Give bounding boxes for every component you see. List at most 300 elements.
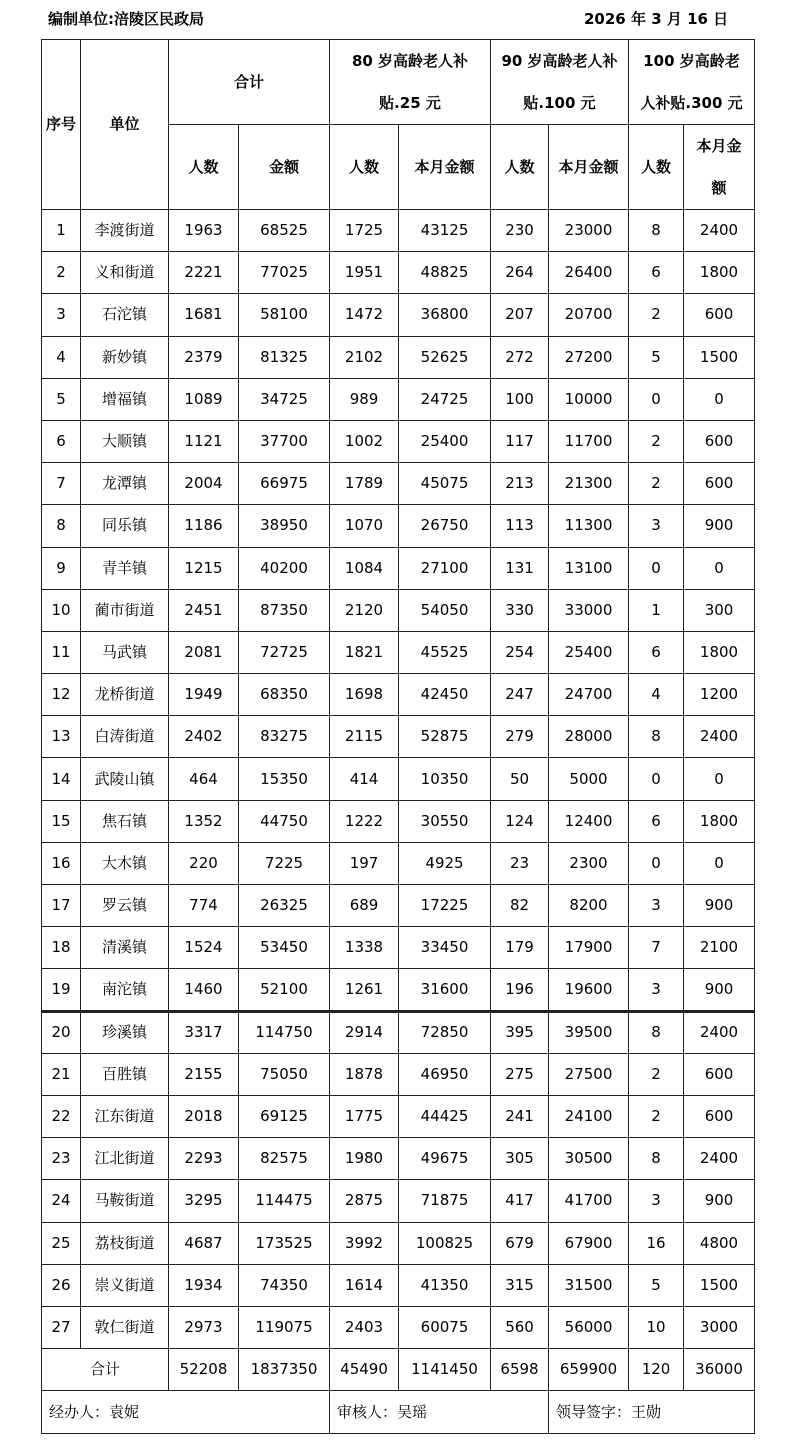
table-cell: 1775 — [330, 1095, 399, 1137]
unit-name-cell: 江北街道 — [81, 1138, 169, 1180]
table-cell: 1698 — [330, 674, 399, 716]
table-row — [42, 842, 755, 884]
table-cell: 1614 — [330, 1264, 399, 1306]
table-cell: 1500 — [684, 1264, 755, 1306]
seq-cell: 19 — [42, 969, 81, 1011]
table-row — [42, 1053, 755, 1095]
table-cell: 26750 — [399, 505, 491, 547]
table-cell: 114475 — [239, 1180, 330, 1222]
table-cell: 33000 — [549, 589, 629, 631]
table-cell: 17900 — [549, 927, 629, 969]
table-cell: 1949 — [169, 674, 239, 716]
table-cell: 264 — [491, 252, 549, 294]
table-row — [42, 210, 755, 252]
table-cell: 1800 — [684, 631, 755, 673]
total-cell: 1837350 — [239, 1349, 330, 1391]
table-cell: 23000 — [549, 210, 629, 252]
table-cell: 600 — [684, 463, 755, 505]
table-cell: 1472 — [330, 294, 399, 336]
table-cell: 1084 — [330, 547, 399, 589]
table-cell: 3 — [629, 885, 684, 927]
table-cell: 48825 — [399, 252, 491, 294]
table-cell: 1222 — [330, 800, 399, 842]
table-cell: 279 — [491, 716, 549, 758]
table-cell: 2 — [629, 420, 684, 462]
seq-cell: 26 — [42, 1264, 81, 1306]
table-cell: 2402 — [169, 716, 239, 758]
table-cell: 230 — [491, 210, 549, 252]
table-row — [42, 463, 755, 505]
table-cell: 74350 — [239, 1264, 330, 1306]
seq-cell: 18 — [42, 927, 81, 969]
unit-name-cell: 蔺市街道 — [81, 589, 169, 631]
table-cell: 124 — [491, 800, 549, 842]
unit-name-cell: 罗云镇 — [81, 885, 169, 927]
unit-name-cell: 珍溪镇 — [81, 1011, 169, 1053]
unit-name-cell: 龙桥街道 — [81, 674, 169, 716]
header-100-amount: 本月金额 — [684, 125, 755, 210]
table-cell: 31500 — [549, 1264, 629, 1306]
table-cell: 213 — [491, 463, 549, 505]
table-cell: 0 — [629, 842, 684, 884]
table-cell: 52875 — [399, 716, 491, 758]
table-cell: 87350 — [239, 589, 330, 631]
table-cell: 1951 — [330, 252, 399, 294]
seq-cell: 3 — [42, 294, 81, 336]
table-cell: 60075 — [399, 1306, 491, 1348]
table-cell: 43125 — [399, 210, 491, 252]
table-cell: 2102 — [330, 336, 399, 378]
table-cell: 2403 — [330, 1306, 399, 1348]
table-cell: 3295 — [169, 1180, 239, 1222]
table-cell: 1800 — [684, 800, 755, 842]
unit-name-cell: 增福镇 — [81, 378, 169, 420]
unit-name-cell: 江东街道 — [81, 1095, 169, 1137]
unit-name-cell: 敦仁街道 — [81, 1306, 169, 1348]
table-row — [42, 716, 755, 758]
table-cell: 0 — [684, 842, 755, 884]
table-cell: 1524 — [169, 927, 239, 969]
unit-name-cell: 石沱镇 — [81, 294, 169, 336]
table-cell: 600 — [684, 294, 755, 336]
table-cell: 27500 — [549, 1053, 629, 1095]
table-cell: 3 — [629, 969, 684, 1011]
table-cell: 330 — [491, 589, 549, 631]
table-cell: 1352 — [169, 800, 239, 842]
header-total-amount: 金额 — [239, 125, 330, 210]
table-cell: 13100 — [549, 547, 629, 589]
seq-cell: 21 — [42, 1053, 81, 1095]
table-cell: 71875 — [399, 1180, 491, 1222]
table-cell: 42450 — [399, 674, 491, 716]
table-cell: 66975 — [239, 463, 330, 505]
table-cell: 173525 — [239, 1222, 330, 1264]
table-cell: 900 — [684, 1180, 755, 1222]
table-cell: 67900 — [549, 1222, 629, 1264]
table-cell: 27200 — [549, 336, 629, 378]
unit-name-cell: 义和街道 — [81, 252, 169, 294]
table-cell: 11700 — [549, 420, 629, 462]
header-90-amount: 本月金额 — [549, 125, 629, 210]
unit-name-cell: 崇义街道 — [81, 1264, 169, 1306]
table-cell: 24100 — [549, 1095, 629, 1137]
table-cell: 17225 — [399, 885, 491, 927]
table-cell: 1070 — [330, 505, 399, 547]
total-cell: 120 — [629, 1349, 684, 1391]
table-cell: 220 — [169, 842, 239, 884]
table-cell: 417 — [491, 1180, 549, 1222]
table-cell: 2004 — [169, 463, 239, 505]
table-cell: 5 — [629, 1264, 684, 1306]
table-cell: 2221 — [169, 252, 239, 294]
table-row — [42, 631, 755, 673]
table-cell: 82 — [491, 885, 549, 927]
table-cell: 2 — [629, 1053, 684, 1095]
table-cell: 3 — [629, 505, 684, 547]
table-cell: 72850 — [399, 1011, 491, 1053]
table-cell: 24700 — [549, 674, 629, 716]
table-cell: 1 — [629, 589, 684, 631]
table-cell: 10 — [629, 1306, 684, 1348]
header-80-people: 人数 — [330, 125, 399, 210]
table-cell: 2400 — [684, 210, 755, 252]
seq-cell: 24 — [42, 1180, 81, 1222]
total-row — [42, 1349, 755, 1391]
table-cell: 1261 — [330, 969, 399, 1011]
subsidy-table — [41, 39, 755, 1434]
table-cell: 2120 — [330, 589, 399, 631]
table-cell: 464 — [169, 758, 239, 800]
table-cell: 600 — [684, 1053, 755, 1095]
unit-name-cell: 大木镇 — [81, 842, 169, 884]
total-cell: 6598 — [491, 1349, 549, 1391]
table-cell: 4925 — [399, 842, 491, 884]
total-cell: 45490 — [330, 1349, 399, 1391]
table-cell: 113 — [491, 505, 549, 547]
table-cell: 1800 — [684, 252, 755, 294]
seq-cell: 27 — [42, 1306, 81, 1348]
table-cell: 49675 — [399, 1138, 491, 1180]
seq-cell: 22 — [42, 1095, 81, 1137]
table-cell: 10000 — [549, 378, 629, 420]
table-cell: 2451 — [169, 589, 239, 631]
table-cell: 5000 — [549, 758, 629, 800]
table-cell: 2875 — [330, 1180, 399, 1222]
table-cell: 30500 — [549, 1138, 629, 1180]
seq-cell: 8 — [42, 505, 81, 547]
table-cell: 2018 — [169, 1095, 239, 1137]
seq-cell: 16 — [42, 842, 81, 884]
header-80-amount: 本月金额 — [399, 125, 491, 210]
table-cell: 8200 — [549, 885, 629, 927]
seq-cell: 4 — [42, 336, 81, 378]
table-cell: 37700 — [239, 420, 330, 462]
table-cell: 83275 — [239, 716, 330, 758]
table-cell: 0 — [629, 378, 684, 420]
table-cell: 2400 — [684, 1138, 755, 1180]
table-cell: 7 — [629, 927, 684, 969]
table-cell: 41700 — [549, 1180, 629, 1222]
table-cell: 1878 — [330, 1053, 399, 1095]
table-cell: 10350 — [399, 758, 491, 800]
table-cell: 2300 — [549, 842, 629, 884]
table-cell: 2400 — [684, 1011, 755, 1053]
compiling-unit: 编制单位:涪陵区民政局 — [48, 10, 204, 28]
table-cell: 33450 — [399, 927, 491, 969]
seq-cell: 15 — [42, 800, 81, 842]
table-cell: 114750 — [239, 1011, 330, 1053]
seq-cell: 10 — [42, 589, 81, 631]
table-cell: 69125 — [239, 1095, 330, 1137]
table-cell: 27100 — [399, 547, 491, 589]
seq-cell: 12 — [42, 674, 81, 716]
table-cell: 53450 — [239, 927, 330, 969]
header-group-total: 合计 — [169, 40, 330, 125]
table-cell: 774 — [169, 885, 239, 927]
table-cell: 0 — [629, 758, 684, 800]
seq-cell: 9 — [42, 547, 81, 589]
table-cell: 3317 — [169, 1011, 239, 1053]
table-cell: 68350 — [239, 674, 330, 716]
table-cell: 58100 — [239, 294, 330, 336]
table-cell: 2 — [629, 294, 684, 336]
table-cell: 20700 — [549, 294, 629, 336]
header-group-90: 90 岁高龄老人补贴.100 元 — [491, 40, 629, 125]
table-cell: 21300 — [549, 463, 629, 505]
table-cell: 131 — [491, 547, 549, 589]
table-cell: 395 — [491, 1011, 549, 1053]
table-cell: 44750 — [239, 800, 330, 842]
table-cell: 0 — [629, 547, 684, 589]
table-cell: 2400 — [684, 716, 755, 758]
table-row — [42, 420, 755, 462]
table-cell: 34725 — [239, 378, 330, 420]
table-cell: 1963 — [169, 210, 239, 252]
table-cell: 56000 — [549, 1306, 629, 1348]
seq-cell: 5 — [42, 378, 81, 420]
table-cell: 1121 — [169, 420, 239, 462]
table-cell: 600 — [684, 420, 755, 462]
table-cell: 2155 — [169, 1053, 239, 1095]
table-cell: 8 — [629, 1138, 684, 1180]
table-cell: 197 — [330, 842, 399, 884]
table-cell: 11300 — [549, 505, 629, 547]
table-cell: 196 — [491, 969, 549, 1011]
table-row — [42, 1011, 755, 1053]
table-cell: 119075 — [239, 1306, 330, 1348]
table-cell: 39500 — [549, 1011, 629, 1053]
table-cell: 2081 — [169, 631, 239, 673]
table-row — [42, 1264, 755, 1306]
table-cell: 900 — [684, 505, 755, 547]
table-cell: 3000 — [684, 1306, 755, 1348]
table-cell: 6 — [629, 252, 684, 294]
table-cell: 300 — [684, 589, 755, 631]
table-cell: 40200 — [239, 547, 330, 589]
table-cell: 600 — [684, 1095, 755, 1137]
reviewer-signature: 审核人：吴瑶 — [330, 1391, 549, 1434]
table-row — [42, 1306, 755, 1348]
seq-cell: 14 — [42, 758, 81, 800]
unit-name-cell: 荔枝街道 — [81, 1222, 169, 1264]
table-row — [42, 885, 755, 927]
unit-name-cell: 白涛街道 — [81, 716, 169, 758]
table-cell: 46950 — [399, 1053, 491, 1095]
table-cell: 1338 — [330, 927, 399, 969]
unit-name-cell: 清溪镇 — [81, 927, 169, 969]
table-cell: 2293 — [169, 1138, 239, 1180]
table-cell: 0 — [684, 547, 755, 589]
table-row — [42, 1180, 755, 1222]
table-cell: 72725 — [239, 631, 330, 673]
header-group-80: 80 岁高龄老人补贴.25 元 — [330, 40, 491, 125]
table-cell: 305 — [491, 1138, 549, 1180]
table-cell: 26325 — [239, 885, 330, 927]
table-cell: 23 — [491, 842, 549, 884]
table-cell: 24725 — [399, 378, 491, 420]
total-label: 合计 — [42, 1349, 169, 1391]
table-cell: 52100 — [239, 969, 330, 1011]
table-cell: 54050 — [399, 589, 491, 631]
table-cell: 2 — [629, 1095, 684, 1137]
table-cell: 16 — [629, 1222, 684, 1264]
table-row — [42, 505, 755, 547]
header-unit: 单位 — [81, 40, 169, 210]
table-cell: 7225 — [239, 842, 330, 884]
total-cell: 36000 — [684, 1349, 755, 1391]
table-cell: 1725 — [330, 210, 399, 252]
unit-name-cell: 新妙镇 — [81, 336, 169, 378]
table-row — [42, 1095, 755, 1137]
table-cell: 100825 — [399, 1222, 491, 1264]
table-cell: 36800 — [399, 294, 491, 336]
table-cell: 31600 — [399, 969, 491, 1011]
table-cell: 68525 — [239, 210, 330, 252]
table-cell: 272 — [491, 336, 549, 378]
table-row — [42, 674, 755, 716]
unit-name-cell: 南沱镇 — [81, 969, 169, 1011]
unit-name-cell: 马武镇 — [81, 631, 169, 673]
table-cell: 1681 — [169, 294, 239, 336]
table-cell: 26400 — [549, 252, 629, 294]
table-cell: 30550 — [399, 800, 491, 842]
table-cell: 100 — [491, 378, 549, 420]
table-cell: 1980 — [330, 1138, 399, 1180]
header-group-100: 100 岁高龄老人补贴.300 元 — [629, 40, 755, 125]
total-cell: 52208 — [169, 1349, 239, 1391]
table-cell: 1002 — [330, 420, 399, 462]
report-date: 2026 年 3 月 16 日 — [584, 10, 729, 28]
table-row — [42, 294, 755, 336]
table-cell: 44425 — [399, 1095, 491, 1137]
table-cell: 275 — [491, 1053, 549, 1095]
unit-name-cell: 同乐镇 — [81, 505, 169, 547]
total-cell: 1141450 — [399, 1349, 491, 1391]
table-row — [42, 927, 755, 969]
seq-cell: 11 — [42, 631, 81, 673]
seq-cell: 6 — [42, 420, 81, 462]
table-row — [42, 800, 755, 842]
table-cell: 50 — [491, 758, 549, 800]
unit-name-cell: 李渡街道 — [81, 210, 169, 252]
table-cell: 1500 — [684, 336, 755, 378]
table-cell: 25400 — [549, 631, 629, 673]
header-90-people: 人数 — [491, 125, 549, 210]
table-cell: 1460 — [169, 969, 239, 1011]
table-row — [42, 378, 755, 420]
table-cell: 1934 — [169, 1264, 239, 1306]
table-cell: 28000 — [549, 716, 629, 758]
table-row — [42, 252, 755, 294]
table-cell: 0 — [684, 758, 755, 800]
table-cell: 1789 — [330, 463, 399, 505]
table-cell: 41350 — [399, 1264, 491, 1306]
table-cell: 81325 — [239, 336, 330, 378]
table-cell: 8 — [629, 210, 684, 252]
table-cell: 8 — [629, 1011, 684, 1053]
table-cell: 2 — [629, 463, 684, 505]
table-row — [42, 1222, 755, 1264]
table-cell: 900 — [684, 885, 755, 927]
table-cell: 1200 — [684, 674, 755, 716]
unit-name-cell: 百胜镇 — [81, 1053, 169, 1095]
table-cell: 2379 — [169, 336, 239, 378]
unit-name-cell: 焦石镇 — [81, 800, 169, 842]
table-cell: 2115 — [330, 716, 399, 758]
unit-name-cell: 青羊镇 — [81, 547, 169, 589]
seq-cell: 13 — [42, 716, 81, 758]
table-cell: 989 — [330, 378, 399, 420]
leader-signature: 领导签字：王勋 — [549, 1391, 755, 1434]
table-cell: 4800 — [684, 1222, 755, 1264]
total-cell: 659900 — [549, 1349, 629, 1391]
table-cell: 900 — [684, 969, 755, 1011]
table-row — [42, 969, 755, 1011]
table-cell: 207 — [491, 294, 549, 336]
table-cell: 117 — [491, 420, 549, 462]
table-cell: 689 — [330, 885, 399, 927]
table-cell: 1215 — [169, 547, 239, 589]
table-row — [42, 336, 755, 378]
seq-cell: 25 — [42, 1222, 81, 1264]
table-cell: 2914 — [330, 1011, 399, 1053]
table-cell: 1089 — [169, 378, 239, 420]
table-cell: 6 — [629, 631, 684, 673]
table-cell: 2100 — [684, 927, 755, 969]
table-cell: 75050 — [239, 1053, 330, 1095]
table-cell: 179 — [491, 927, 549, 969]
seq-cell: 2 — [42, 252, 81, 294]
seq-cell: 7 — [42, 463, 81, 505]
table-cell: 0 — [684, 378, 755, 420]
seq-cell: 17 — [42, 885, 81, 927]
table-cell: 19600 — [549, 969, 629, 1011]
table-cell: 15350 — [239, 758, 330, 800]
header-total-people: 人数 — [169, 125, 239, 210]
table-cell: 1821 — [330, 631, 399, 673]
table-cell: 5 — [629, 336, 684, 378]
handler-signature: 经办人：袁妮 — [42, 1391, 330, 1434]
table-cell: 679 — [491, 1222, 549, 1264]
table-cell: 560 — [491, 1306, 549, 1348]
table-cell: 8 — [629, 716, 684, 758]
seq-cell: 23 — [42, 1138, 81, 1180]
unit-name-cell: 马鞍街道 — [81, 1180, 169, 1222]
table-row — [42, 547, 755, 589]
table-cell: 315 — [491, 1264, 549, 1306]
seq-cell: 20 — [42, 1011, 81, 1053]
header-seq: 序号 — [42, 40, 81, 210]
